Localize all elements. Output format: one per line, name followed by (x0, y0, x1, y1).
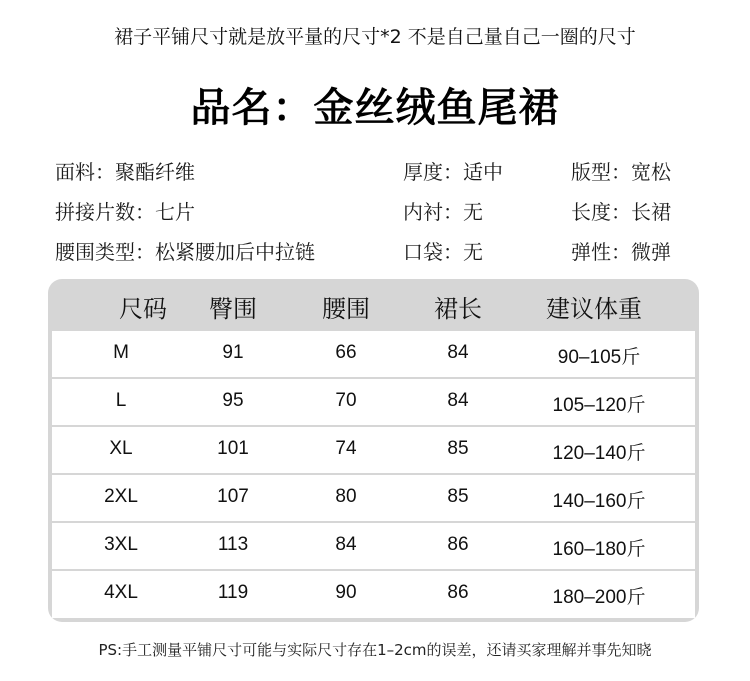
spec-pocket: 口袋：无 (403, 240, 483, 264)
spec-material: 面料：聚酯纤维 (55, 160, 195, 184)
header-skirt-length: 裙长 (434, 295, 482, 323)
header-recommended-weight: 建议体重 (546, 295, 642, 323)
size-table (48, 279, 699, 622)
cell-skirt-length: 84 (447, 390, 469, 411)
header-size: 尺码 (119, 295, 167, 323)
cell-recommended-weight: 140–160斤 (552, 491, 646, 512)
cell-size: 3XL (104, 534, 138, 555)
cell-size: L (115, 390, 127, 411)
product-specs (0, 150, 750, 270)
measurement-error-footnote: PS:手工测量平铺尺寸可能与实际尺寸存在1–2cm的误差，还请买家理解并事先知晓 (98, 641, 652, 659)
cell-skirt-length: 84 (447, 342, 469, 363)
table-row (52, 571, 695, 618)
cell-skirt-length: 85 (447, 486, 469, 507)
cell-waist: 84 (335, 534, 357, 555)
cell-hip: 95 (222, 390, 244, 411)
cell-skirt-length: 85 (447, 438, 469, 459)
header-waist: 腰围 (322, 295, 370, 323)
spec-lining: 内衬：无 (403, 200, 483, 224)
cell-recommended-weight: 90–105斤 (557, 347, 641, 368)
cell-waist: 66 (335, 342, 357, 363)
cell-recommended-weight: 160–180斤 (552, 539, 646, 560)
cell-size: M (113, 342, 129, 363)
table-row (52, 379, 695, 427)
cell-hip: 113 (217, 534, 249, 555)
size-table-body (52, 331, 695, 618)
size-table-header (48, 279, 699, 331)
size-measurement-note: 裙子平铺尺寸就是放平量的尺寸*2 不是自己量自己一圈的尺寸 (114, 26, 636, 48)
spec-thickness: 厚度：适中 (403, 160, 503, 184)
table-row (52, 475, 695, 523)
spec-fit: 版型：宽松 (571, 160, 671, 184)
cell-hip: 119 (217, 582, 249, 603)
cell-waist: 74 (335, 438, 357, 459)
cell-waist: 90 (335, 582, 357, 603)
cell-waist: 70 (335, 390, 357, 411)
spec-length: 长度：长裙 (571, 200, 671, 224)
cell-hip: 91 (222, 342, 244, 363)
spec-waist-type: 腰围类型：松紧腰加后中拉链 (55, 240, 315, 264)
spec-panels: 拼接片数：七片 (55, 200, 195, 224)
product-name-title: 品名：金丝绒鱼尾裙 (190, 85, 560, 131)
cell-recommended-weight: 180–200斤 (552, 587, 646, 608)
cell-recommended-weight: 120–140斤 (552, 443, 646, 464)
cell-size: 2XL (104, 486, 138, 507)
table-row (52, 427, 695, 475)
cell-hip: 101 (217, 438, 249, 459)
cell-hip: 107 (217, 486, 249, 507)
cell-skirt-length: 86 (447, 582, 469, 603)
cell-skirt-length: 86 (447, 534, 469, 555)
header-hip: 臀围 (209, 295, 257, 323)
table-row (52, 331, 695, 379)
cell-recommended-weight: 105–120斤 (552, 395, 646, 416)
cell-waist: 80 (335, 486, 357, 507)
spec-elasticity: 弹性：微弹 (571, 240, 671, 264)
table-row (52, 523, 695, 571)
cell-size: XL (109, 438, 133, 459)
cell-size: 4XL (104, 582, 138, 603)
